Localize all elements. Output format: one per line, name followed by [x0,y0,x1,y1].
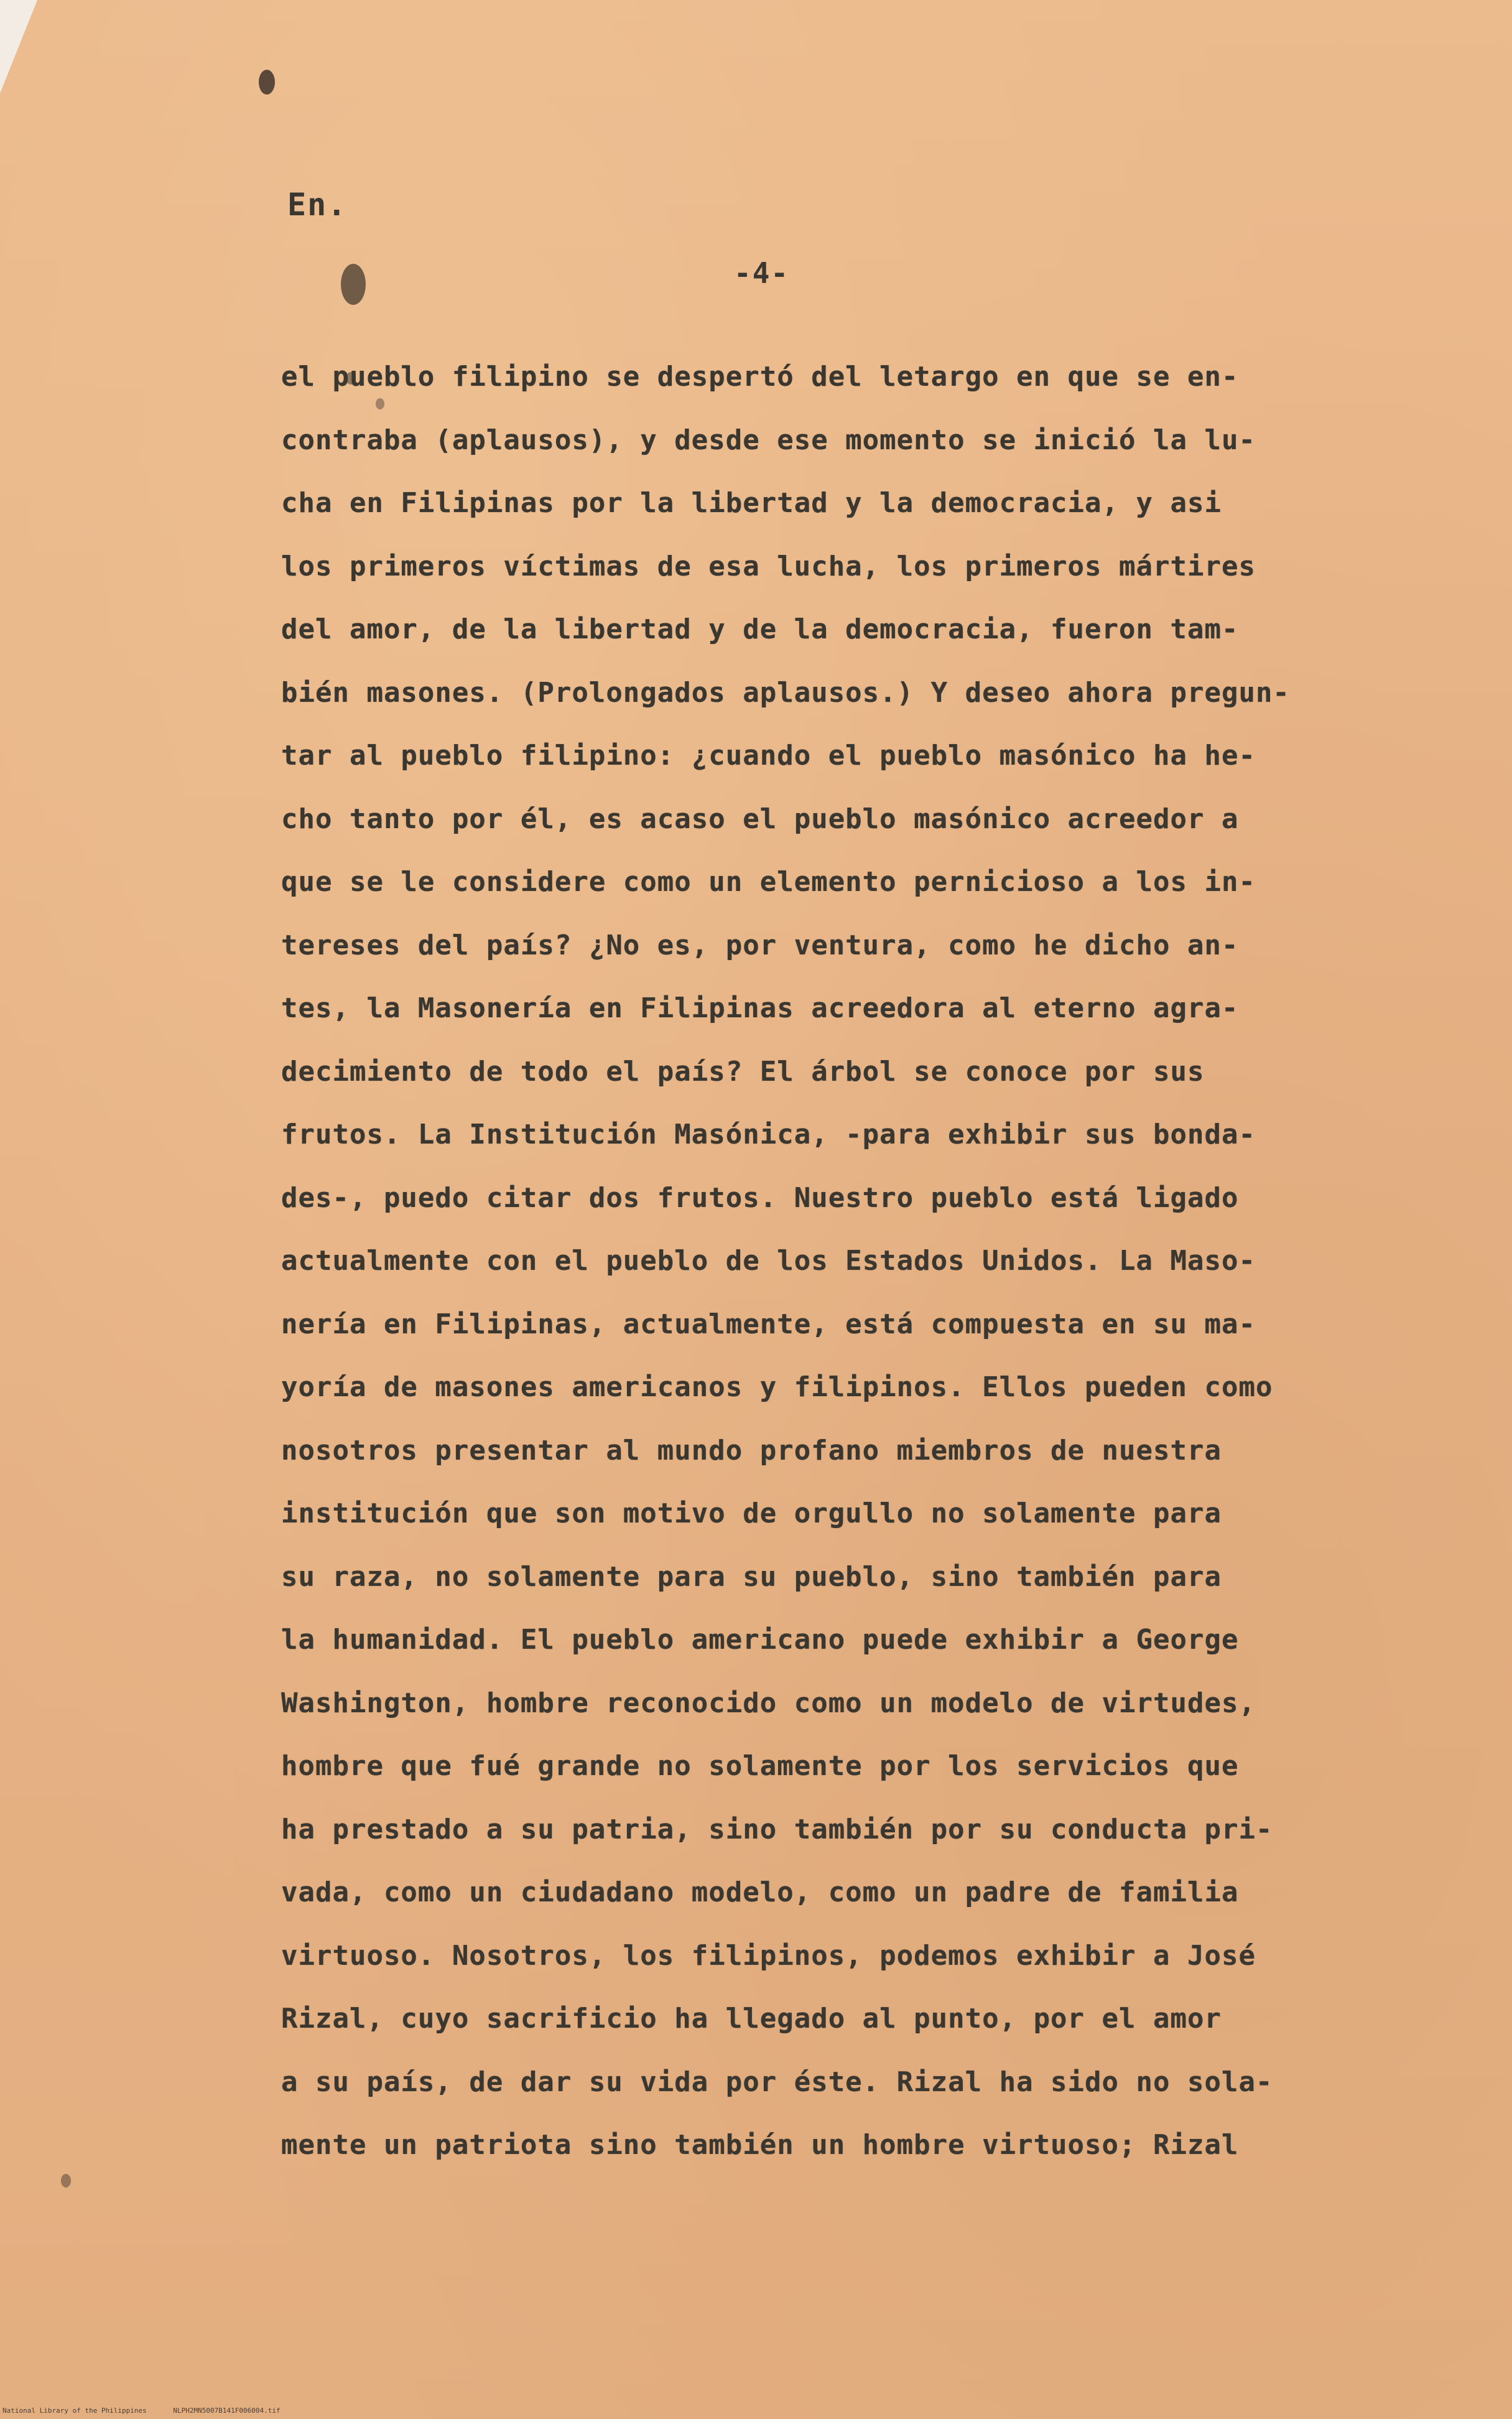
text-line: tes, la Masonería en Filipinas acreedora al eterno agra- [281,992,1239,1024]
text-line: actualmente con el pueblo de los Estados Unidos. La Maso- [281,1245,1256,1277]
text-line: el pueblo filipino se despertó del letargo en que se en- [281,361,1239,393]
text-line: tar al pueblo filipino: ¿cuando el pueblo masónico ha he- [281,740,1256,771]
text-line: ha prestado a su patria, sino también por su conducta pri- [281,1813,1273,1845]
text-line: tereses del país? ¿No es, por ventura, como he dicho an- [281,929,1239,961]
text-line: virtuoso. Nosotros, los filipinos, podemos exhibir a José [281,1939,1256,1972]
text-line: hombre que fué grande no solamente por los servicios que [281,1750,1239,1782]
text-line: contraba (aplausos), y desde ese momento se inició la lu- [281,424,1256,456]
text-line: nosotros presentar al mundo profano miembros de nuestra [281,1434,1222,1466]
text-line: su raza, no solamente para su pueblo, sino también para [281,1560,1222,1593]
footer-institution: National Library of the Philippines [2,2407,147,2415]
page-number: -4- [734,256,790,290]
torn-corner [0,0,37,93]
text-line: Washington, hombre reconocido como un modelo de virtudes, [281,1687,1256,1719]
text-line: frutos. La Institución Masónica, -para exhibir sus bonda- [281,1119,1256,1150]
ink-blot [259,70,275,95]
ink-blot [341,264,366,305]
text-line: decimiento de todo el país? El árbol se conoce por sus [281,1055,1205,1088]
text-line: los primeros víctimas de esa lucha, los primeros mártires [281,550,1256,582]
text-line: institución que son motivo de orgullo no solamente para [281,1498,1222,1529]
text-line: yoría de masones americanos y filipinos. Ellos pueden como [281,1371,1273,1403]
text-line: nería en Filipinas, actualmente, está compuesta en su ma- [281,1308,1256,1340]
text-line: des-, puedo citar dos frutos. Nuestro pueblo está ligado [281,1182,1239,1214]
text-line: mente un patriota sino también un hombre virtuoso; Rizal [281,2129,1239,2161]
text-line: cha en Filipinas por la libertad y la democracia, y asi [281,487,1222,519]
scan-footer [2,2407,303,2415]
text-line: a su país, de dar su vida por éste. Rizal ha sido no sola- [281,2066,1273,2098]
text-line: Rizal, cuyo sacrificio ha llegado al punto, por el amor [281,2003,1222,2034]
text-line: vada, como un ciudadano modelo, como un padre de familia [281,1876,1239,1908]
text-line: bién masones. (Prolongados aplausos.) Y deseo ahora pregun- [281,676,1290,709]
text-line: que se le considere como un elemento pernicioso a los in- [281,866,1256,898]
ink-blot [61,2174,71,2188]
typed-paragraph [281,345,1413,2177]
text-line: cho tanto por él, es acaso el pueblo masónico acreedor a [281,803,1239,835]
header-mark: En. [287,187,348,223]
footer-file-id: NLPH2MN5007B141F006004.tif [173,2407,281,2415]
text-line: la humanidad. El pueblo americano puede exhibir a George [281,1624,1239,1656]
text-line: del amor, de la libertad y de la democracia, fueron tam- [281,613,1239,645]
